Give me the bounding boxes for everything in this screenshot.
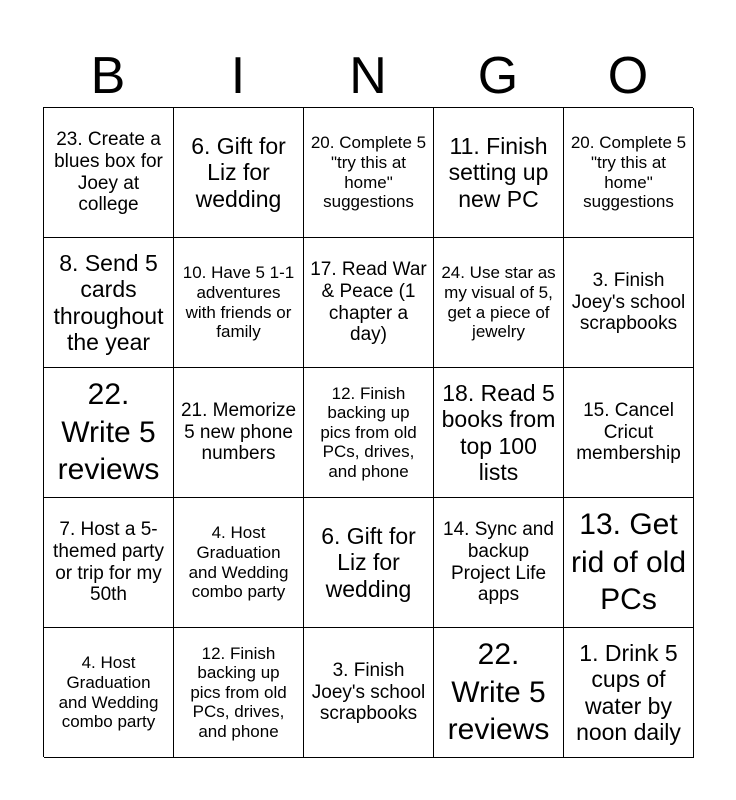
header-letter-n: N <box>349 47 387 105</box>
header-letter-g: G <box>477 47 519 105</box>
bingo-cell-r3c4: 18. Read 5 books from top 100 lists <box>434 368 564 498</box>
bingo-cell-r4c1: 7. Host a 5-themed party or trip for my 50th <box>44 498 174 628</box>
bingo-header <box>43 44 693 108</box>
bingo-cell-r5c4: 22. Write 5 reviews <box>434 628 564 758</box>
bingo-cell-r3c1: 22. Write 5 reviews <box>44 368 174 498</box>
header-letter-o: O <box>607 47 649 105</box>
bingo-cell-r4c5: 13. Get rid of old PCs <box>564 498 694 628</box>
bingo-cell-r4c3: 6. Gift for Liz for wedding <box>304 498 434 628</box>
bingo-cell-r2c1: 8. Send 5 cards throughout the year <box>44 238 174 368</box>
header-letter-i: I <box>230 47 246 105</box>
bingo-cell-r3c3: 12. Finish backing up pics from old PCs, drives, and phone <box>304 368 434 498</box>
bingo-cell-r5c2: 12. Finish backing up pics from old PCs, drives, and phone <box>174 628 304 758</box>
bingo-cell-r5c1: 4. Host Graduation and Wedding combo party <box>44 628 174 758</box>
bingo-cell-r1c1: 23. Create a blues box for Joey at college <box>44 108 174 238</box>
header-letter-b: B <box>90 47 126 105</box>
bingo-board <box>43 107 693 757</box>
bingo-cell-r4c2: 4. Host Graduation and Wedding combo party <box>174 498 304 628</box>
bingo-cell-r1c2: 6. Gift for Liz for wedding <box>174 108 304 238</box>
bingo-cell-r3c2: 21. Memorize 5 new phone numbers <box>174 368 304 498</box>
bingo-cell-r2c3: 17. Read War & Peace (1 chapter a day) <box>304 238 434 368</box>
bingo-cell-r2c4: 24. Use star as my visual of 5, get a piece of jewelry <box>434 238 564 368</box>
bingo-cell-r2c2: 10. Have 5 1-1 adventures with friends or family <box>174 238 304 368</box>
bingo-cell-r1c3: 20. Complete 5 "try this at home" suggestions <box>304 108 434 238</box>
bingo-cell-r1c5: 20. Complete 5 "try this at home" suggestions <box>564 108 694 238</box>
bingo-cell-r2c5: 3. Finish Joey's school scrapbooks <box>564 238 694 368</box>
bingo-cell-r4c4: 14. Sync and backup Project Life apps <box>434 498 564 628</box>
bingo-cell-r5c3: 3. Finish Joey's school scrapbooks <box>304 628 434 758</box>
bingo-cell-r3c5: 15. Cancel Cricut membership <box>564 368 694 498</box>
bingo-cell-r5c5: 1. Drink 5 cups of water by noon daily <box>564 628 694 758</box>
bingo-cell-r1c4: 11. Finish setting up new PC <box>434 108 564 238</box>
